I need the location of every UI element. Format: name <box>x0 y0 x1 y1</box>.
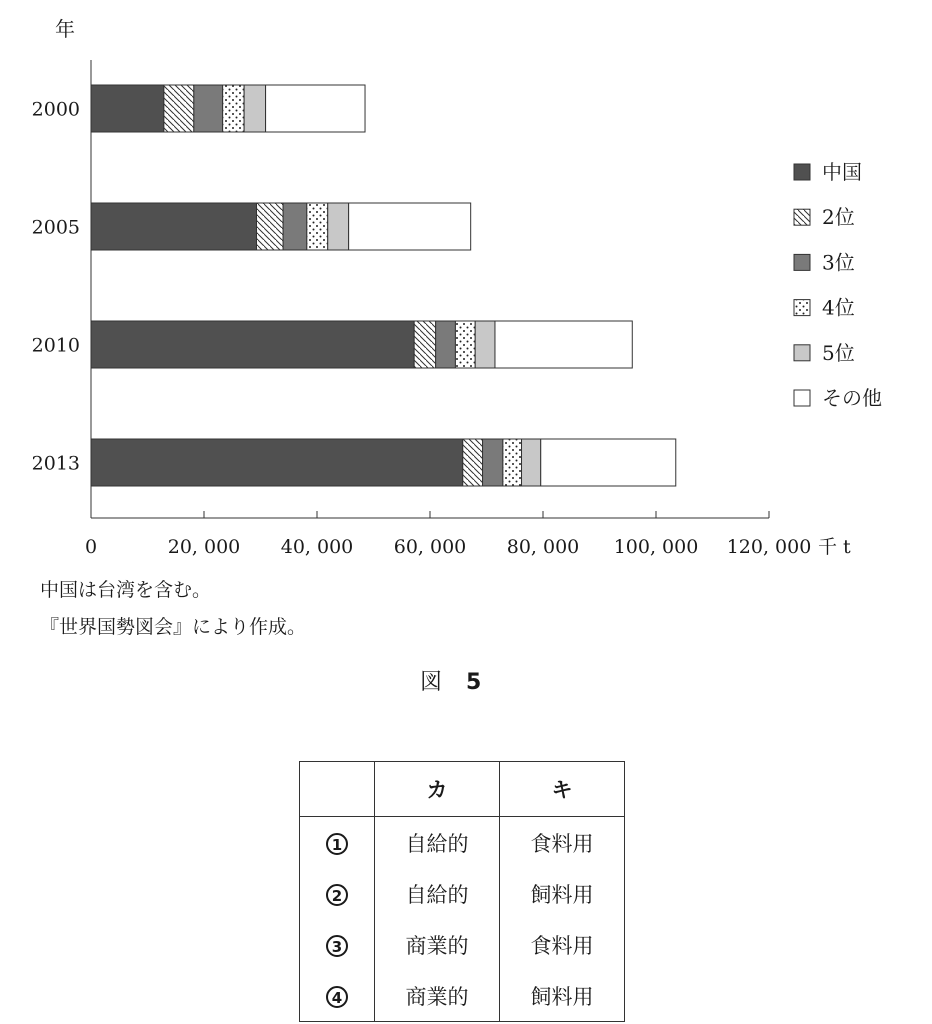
x-tick-label: 60, 000 <box>393 536 467 558</box>
legend-swatch-rank3 <box>794 254 810 270</box>
x-tick-label: 40, 000 <box>280 536 354 558</box>
legend-swatch-rank2 <box>794 209 810 225</box>
bar-segment-china-2000 <box>91 85 164 132</box>
legend-swatch-rank5 <box>794 345 810 361</box>
bar-segment-rank3-2000 <box>194 85 223 132</box>
bar-segment-rank4-2010 <box>455 321 475 368</box>
choice-ka-cell: 自給的 <box>375 817 500 869</box>
bar-segment-rank2-2000 <box>164 85 194 132</box>
table-row[interactable] <box>300 919 625 970</box>
legend-label-other: その他 <box>822 386 882 410</box>
table-row[interactable] <box>300 970 625 1022</box>
x-tick-label: 100, 000 <box>613 536 699 558</box>
choice-number <box>300 919 375 970</box>
legend-label-rank3: 3位 <box>822 250 855 275</box>
table-row[interactable] <box>300 868 625 919</box>
bar-segment-rank5-2010 <box>475 321 495 368</box>
bar-segment-other-2013 <box>541 439 676 486</box>
table-header-row <box>300 762 625 817</box>
choice-circle-number: 3 <box>326 935 348 957</box>
bar-segment-other-2000 <box>266 85 365 132</box>
y-tick-label: 2005 <box>31 216 80 239</box>
choice-ki-cell: 飼料用 <box>500 970 625 1022</box>
choice-number <box>300 868 375 919</box>
x-tick-label: 80, 000 <box>506 536 580 558</box>
figure-caption <box>420 665 481 696</box>
bar-segment-rank4-2013 <box>503 439 522 486</box>
table-header-ka: カ <box>375 762 500 817</box>
legend-label-rank2: 2位 <box>822 205 855 230</box>
legend-label-china: 中国 <box>822 160 862 184</box>
y-tick-label: 2013 <box>31 452 80 475</box>
bar-segment-rank5-2000 <box>244 85 265 132</box>
choice-ki-cell: 食料用 <box>500 919 625 970</box>
note-china-includes-taiwan: 中国は台湾を含む。 <box>40 579 212 601</box>
choice-number <box>300 970 375 1022</box>
choice-ki-cell: 食料用 <box>500 817 625 869</box>
choice-circle-number: 4 <box>326 986 348 1008</box>
x-tick-label: 120, 000 <box>726 536 812 558</box>
bar-segment-rank4-2005 <box>307 203 328 250</box>
bar-segment-rank5-2013 <box>522 439 541 486</box>
legend-swatch-rank4 <box>794 300 810 316</box>
choice-ka-cell: 商業的 <box>375 970 500 1022</box>
choice-circle-number: 1 <box>326 833 348 855</box>
choice-ka-cell: 自給的 <box>375 868 500 919</box>
bar-segment-china-2013 <box>91 439 463 486</box>
figure-caption-number: 5 <box>466 670 482 695</box>
figure-caption-label: 図 <box>420 670 443 695</box>
bar-segment-other-2005 <box>349 203 471 250</box>
bar-segment-rank3-2013 <box>483 439 503 486</box>
bar-segment-rank3-2010 <box>436 321 456 368</box>
bar-segment-rank5-2005 <box>328 203 349 250</box>
legend-label-rank4: 4位 <box>822 295 855 320</box>
bar-segment-rank2-2013 <box>463 439 483 486</box>
table-row[interactable] <box>300 817 625 869</box>
x-tick-label: 0 <box>84 536 98 558</box>
y-tick-label: 2010 <box>31 334 80 357</box>
legend-swatch-china <box>794 164 810 180</box>
choice-ka-cell: 商業的 <box>375 919 500 970</box>
answer-choices-table <box>299 761 625 1022</box>
choice-ki-cell: 飼料用 <box>500 868 625 919</box>
choice-number <box>300 817 375 869</box>
y-tick-label: 2000 <box>31 98 80 121</box>
choice-circle-number: 2 <box>326 884 348 906</box>
bar-segment-china-2010 <box>91 321 414 368</box>
x-unit-label: 千 t <box>818 536 851 558</box>
table-header-ki: キ <box>500 762 625 817</box>
x-tick-label: 20, 000 <box>167 536 241 558</box>
note-source: 『世界国勢図会』により作成。 <box>40 616 307 638</box>
table-header-blank <box>300 762 375 817</box>
bar-segment-china-2005 <box>91 203 257 250</box>
y-axis-label: 年 <box>55 17 75 41</box>
bar-segment-other-2010 <box>495 321 632 368</box>
legend-label-rank5: 5位 <box>822 340 855 365</box>
bar-segment-rank2-2010 <box>414 321 435 368</box>
bar-segment-rank3-2005 <box>283 203 307 250</box>
bar-segment-rank4-2000 <box>223 85 244 132</box>
bar-segment-rank2-2005 <box>257 203 284 250</box>
legend-swatch-other <box>794 390 810 406</box>
